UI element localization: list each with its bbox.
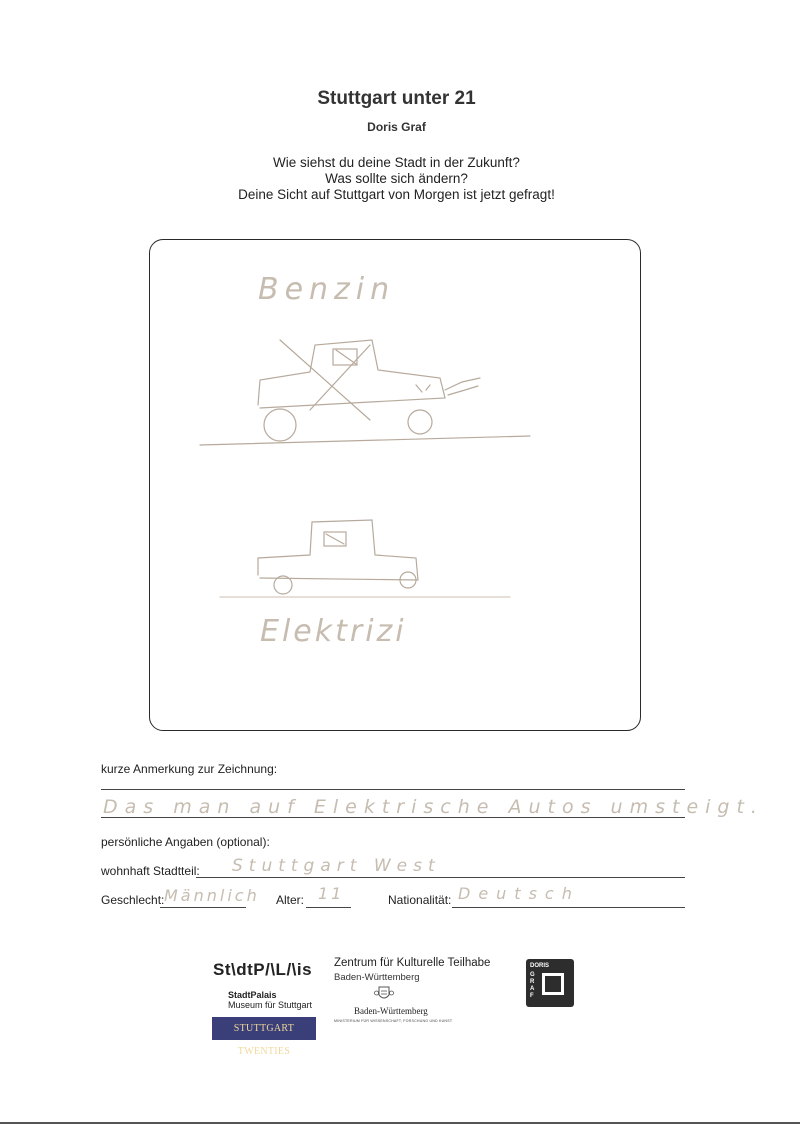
zkt-title: Zentrum für Kulturelle Teilhabe	[334, 957, 491, 969]
drawing-area[interactable]	[149, 239, 641, 731]
age-label: Alter:	[276, 893, 305, 907]
scan-edge	[0, 1122, 800, 1124]
stadtpalais-logo: St\dtP/\L/\is	[213, 960, 313, 979]
nationality-value[interactable]: Deutsch	[458, 884, 580, 903]
age-value[interactable]: 11	[318, 884, 345, 903]
stuttgart-twenties-logo: STUTTGART TWENTIES	[212, 1017, 316, 1040]
personal-info-label: persönliche Angaben (optional):	[101, 835, 270, 849]
coat-of-arms-icon	[374, 985, 394, 1008]
district-rule	[196, 877, 685, 878]
dg-letters-doris: DORIS	[530, 963, 550, 969]
bw-ministry: MINISTERIUM FÜR WISSENSCHAFT, FORSCHUNG UND KUNST	[334, 1019, 453, 1023]
stadtpalais-subtitle: Museum für Stuttgart	[228, 1000, 313, 1010]
author-name: Doris Graf	[367, 120, 426, 134]
nationality-label: Nationalität:	[388, 893, 452, 907]
gender-label: Geschlecht:	[101, 893, 165, 907]
dg-letter-f: F	[530, 993, 534, 999]
question-line-3: Deine Sicht auf Stuttgart von Morgen ist jetzt gefragt!	[238, 187, 555, 202]
child-drawing	[150, 240, 642, 732]
comment-rule-1	[101, 789, 685, 790]
age-rule	[306, 907, 351, 908]
gender-value[interactable]: Männlich	[164, 886, 260, 905]
district-label: wohnhaft Stadtteil:	[101, 864, 200, 878]
square-icon	[542, 973, 564, 995]
zkt-subtitle: Baden-Württemberg	[334, 972, 420, 983]
question-line-2: Was sollte sich ändern?	[325, 171, 468, 186]
comment-rule-2	[101, 817, 685, 818]
drawing-label-bottom: Elektrizi	[260, 614, 407, 649]
gender-rule	[160, 907, 246, 908]
page-title: Stuttgart unter 21	[317, 88, 476, 109]
bw-name: Baden-Württemberg	[354, 1006, 428, 1016]
doris-graf-logo	[526, 959, 574, 1007]
drawing-label-top: Benzin	[258, 272, 396, 307]
district-value[interactable]: Stuttgart West	[232, 856, 441, 876]
question-line-1: Wie siehst du deine Stadt in der Zukunft?	[273, 155, 520, 170]
comment-label: kurze Anmerkung zur Zeichnung:	[101, 762, 278, 776]
nationality-rule	[452, 907, 685, 908]
dg-letter-a: A	[530, 986, 535, 992]
stadtpalais-name: StadtPalais	[228, 990, 277, 1000]
dg-letter-g: G	[530, 972, 535, 978]
comment-handwritten[interactable]: Das man auf Elektrische Autos umsteigt.	[103, 796, 764, 818]
dg-letter-r: R	[530, 979, 535, 985]
